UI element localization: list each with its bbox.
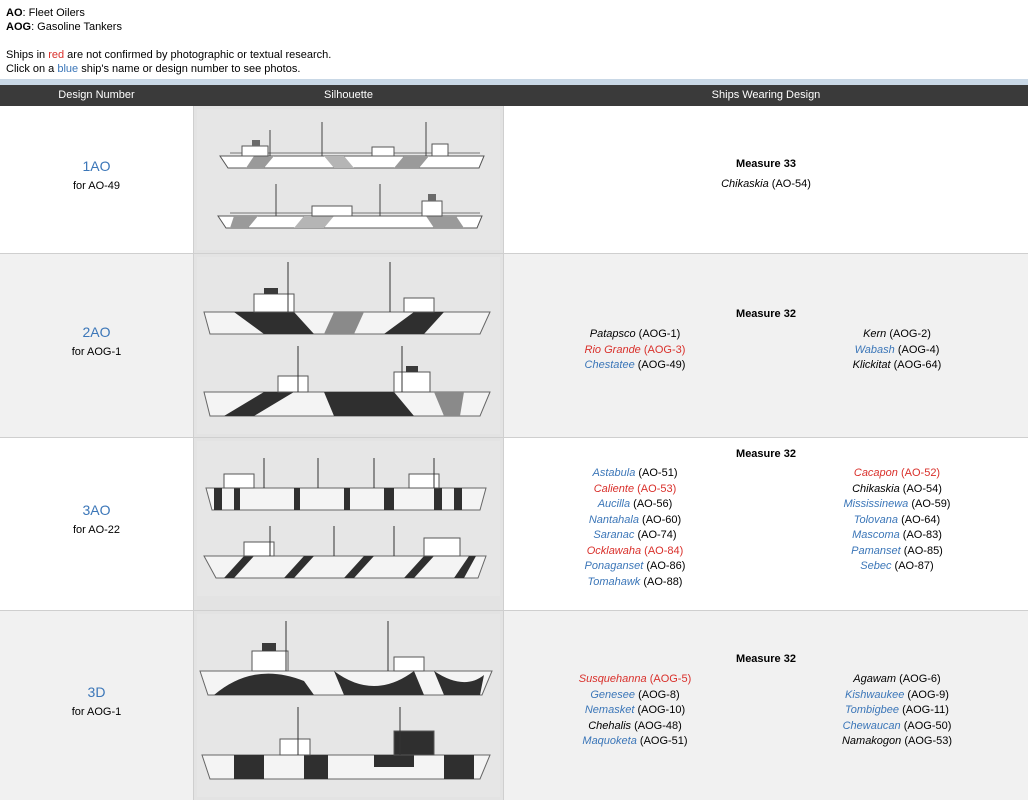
- ship-entry: [766, 528, 1028, 544]
- note2-b: ship's name or design number to see photos.: [78, 63, 301, 75]
- ship-hull: (AO-85): [900, 544, 943, 557]
- ship-hull: (AO-54): [768, 178, 811, 190]
- ship-hull: (AO-51): [635, 467, 678, 479]
- ship-name-link[interactable]: Tomahawk: [587, 575, 641, 588]
- ship-hull: (AO-88): [640, 575, 683, 588]
- ship-hull: (AO-59): [908, 498, 951, 510]
- ship-hull: (AOG-10): [634, 704, 686, 716]
- ship-name-link[interactable]: Chewaucan: [842, 719, 901, 732]
- ship-entry: [504, 178, 1028, 190]
- ship-entry: [766, 544, 1028, 560]
- ship-entry: [766, 343, 1028, 359]
- design-cell: [0, 611, 193, 800]
- ship-entry: [766, 688, 1028, 704]
- table-row: [0, 611, 1028, 800]
- ship-hull: (AOG-48): [631, 719, 682, 732]
- ship-hull: (AO-64): [898, 513, 941, 526]
- design-cell: [0, 106, 193, 253]
- design-number-link[interactable]: 3AO: [82, 502, 111, 518]
- silhouette-cell: [193, 254, 504, 437]
- ship-name-link[interactable]: Tolovana: [853, 513, 899, 526]
- ship-name: Caliente: [593, 482, 635, 495]
- ship-entry: [504, 575, 766, 591]
- ship-name-link[interactable]: Sebec: [860, 560, 892, 572]
- ships-cell: [504, 438, 1028, 610]
- ship-entry: [766, 327, 1028, 343]
- ship-hull: (AOG-9): [904, 688, 949, 701]
- ship-name: Kern: [863, 328, 887, 340]
- silhouette-image-3ao[interactable]: [194, 438, 503, 610]
- ship-name-link[interactable]: Ponaganset: [584, 560, 644, 572]
- ship-entry: [504, 734, 766, 750]
- ship-name-link[interactable]: Pamanset: [851, 544, 901, 557]
- ship-hull: (AOG-64): [890, 359, 942, 371]
- ship-entry: [766, 466, 1028, 482]
- ship-list-right: [766, 327, 1028, 374]
- design-number-link[interactable]: 3D: [87, 684, 106, 700]
- measure-label: Measure 32: [736, 308, 796, 320]
- ship-hull: (AOG-11): [899, 704, 949, 716]
- ship-name-link[interactable]: Mascoma: [852, 529, 900, 541]
- ship-name: Chehalis: [588, 719, 632, 732]
- ship-entry: [504, 672, 766, 688]
- notes: [6, 48, 331, 76]
- legend: [6, 6, 122, 34]
- ship-entry: [504, 358, 766, 374]
- design-cell: [0, 254, 193, 437]
- ship-name: Klickitat: [852, 359, 891, 371]
- ship-hull: (AO-83): [899, 529, 942, 541]
- ship-hull: (AO-84): [641, 544, 684, 557]
- design-for: for AOG-1: [71, 346, 122, 358]
- ship-name: Chikaskia: [852, 482, 900, 495]
- ships-cell: [504, 611, 1028, 800]
- ship-entry: [504, 327, 766, 343]
- ship-hull: (AOG-2): [886, 328, 931, 340]
- header-ships: Ships Wearing Design: [711, 89, 821, 101]
- header-design-number: Design Number: [58, 89, 135, 101]
- ship-name: Namakogon: [841, 735, 902, 747]
- design-for: for AO-49: [72, 180, 121, 192]
- ship-hull: (AO-87): [891, 560, 934, 572]
- ship-entry: [504, 559, 766, 575]
- ship-list-left: [504, 466, 766, 590]
- legend-aog-text: : Gasoline Tankers: [31, 21, 122, 33]
- ship-entry: [766, 559, 1028, 575]
- ship-entry: [766, 734, 1028, 750]
- legend-ao-code: AO: [6, 7, 23, 19]
- measure-label: Measure 32: [736, 448, 796, 460]
- silhouette-cell: [193, 611, 504, 800]
- ship-list-left: [504, 327, 766, 374]
- ship-entry: [504, 703, 766, 719]
- ship-entry: [504, 544, 766, 560]
- ship-entry: [504, 343, 766, 359]
- silhouette-image-2ao[interactable]: [194, 254, 503, 437]
- ship-hull: (AOG-49): [634, 359, 686, 371]
- ship-hull: (AOG-4): [894, 343, 940, 356]
- ships-cell: [504, 254, 1028, 437]
- ships-cell: [504, 106, 1028, 253]
- ship-name: Cacapon: [853, 467, 898, 479]
- ship-name: Rio Grande: [584, 343, 641, 356]
- ship-entry: [766, 719, 1028, 735]
- legend-aog-code: AOG: [6, 21, 32, 33]
- ship-name-link[interactable]: Nantahala: [588, 513, 639, 526]
- silhouette-image-1ao[interactable]: [194, 106, 503, 253]
- note1-red: red: [48, 49, 65, 61]
- ship-entry: [766, 703, 1028, 719]
- ship-entry: [504, 528, 766, 544]
- table-row: [0, 106, 1028, 254]
- ship-name-link[interactable]: Aucilla: [597, 498, 631, 510]
- ship-name-link[interactable]: Kishwaukee: [845, 688, 905, 701]
- table-header: [0, 85, 1028, 106]
- ship-entry: [766, 482, 1028, 498]
- ship-list-left: [504, 672, 766, 750]
- ship-name-link[interactable]: Mississinewa: [843, 498, 909, 510]
- ship-name-link[interactable]: Nemasket: [584, 704, 635, 716]
- note2-a: Click on a: [6, 63, 58, 75]
- ship-hull: (AOG-8): [635, 688, 680, 701]
- ship-hull: (AOG-5): [646, 673, 692, 685]
- ship-hull: (AO-56): [630, 498, 673, 510]
- silhouette-image-3d[interactable]: [194, 611, 503, 800]
- design-number-link[interactable]: 1AO: [82, 158, 111, 174]
- design-for: for AOG-1: [71, 706, 122, 718]
- ship-name-link[interactable]: Tombigbee: [845, 704, 900, 716]
- ship-name-link[interactable]: Genesee: [590, 688, 636, 701]
- ship-hull: (AO-74): [634, 529, 677, 541]
- ship-name: Agawam: [853, 673, 897, 685]
- ship-name: Susquehanna: [578, 673, 647, 685]
- ship-hull: (AO-52): [897, 467, 941, 479]
- ship-hull: (AOG-51): [636, 735, 688, 747]
- ship-name-link[interactable]: Wabash: [854, 343, 895, 356]
- measure-label: Measure 33: [736, 158, 796, 170]
- ship-entry: [766, 358, 1028, 374]
- legend-ao-text: : Fleet Oilers: [22, 7, 85, 19]
- measure-label: Measure 32: [736, 653, 796, 665]
- silhouette-cell: [193, 438, 504, 610]
- ship-entry: [766, 513, 1028, 529]
- ship-entry: [504, 513, 766, 529]
- ship-name: Chikaskia: [721, 178, 769, 190]
- ship-hull: (AOG-50): [900, 719, 952, 732]
- ship-name-link[interactable]: Maquoketa: [582, 735, 637, 747]
- ship-entry: [766, 497, 1028, 513]
- ship-hull: (AOG-3): [640, 343, 686, 356]
- ship-name-link[interactable]: Chestatee: [584, 359, 635, 371]
- ship-hull: (AOG-6): [896, 673, 941, 685]
- ship-name: Patapsco: [589, 328, 636, 340]
- note2-blue: blue: [57, 63, 79, 75]
- ship-entry: [504, 466, 766, 482]
- note1-a: Ships in: [6, 49, 49, 61]
- ship-entry: [504, 688, 766, 704]
- ship-list-right: [766, 672, 1028, 750]
- ship-hull: (AOG-1): [635, 328, 681, 340]
- ship-entry: [504, 497, 766, 513]
- ship-entry: [504, 719, 766, 735]
- silhouette-cell: [193, 106, 504, 253]
- ship-entry: [766, 672, 1028, 688]
- ship-list-right: [766, 466, 1028, 575]
- ship-hull: (AO-53): [634, 482, 677, 495]
- design-cell: [0, 438, 193, 610]
- design-number-link[interactable]: 2AO: [82, 324, 111, 340]
- ship-entry: [504, 482, 766, 498]
- ship-name-link[interactable]: Astabula: [592, 467, 636, 479]
- table-row: [0, 254, 1028, 438]
- ship-hull: (AOG-53): [901, 735, 953, 747]
- table-row: [0, 438, 1028, 611]
- ship-hull: (AO-54): [899, 482, 942, 495]
- ship-name-link[interactable]: Saranac: [593, 529, 635, 541]
- design-for: for AO-22: [72, 524, 121, 536]
- note1-b: are not confirmed by photographic or textual research.: [64, 49, 332, 61]
- ship-hull: (AO-86): [643, 560, 686, 572]
- ship-hull: (AO-60): [638, 513, 682, 526]
- header-silhouette: Silhouette: [324, 89, 373, 101]
- ship-name: Ocklawaha: [586, 544, 642, 557]
